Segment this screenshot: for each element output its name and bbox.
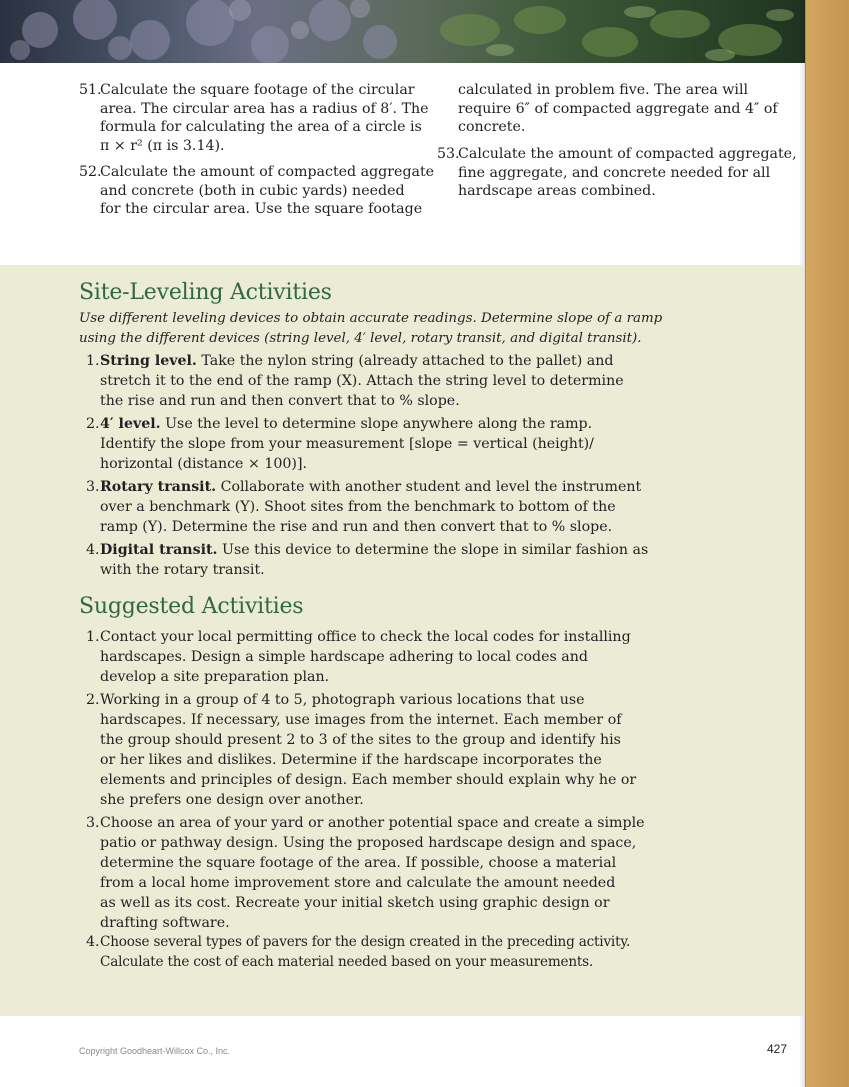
question-number: 51. (79, 82, 102, 98)
item-text: with the rotary transit. (100, 562, 265, 578)
item-text: Choose several types of pavers for the design created in the preceding activity. (100, 934, 631, 950)
item-text: develop a site preparation plan. (100, 669, 330, 685)
item-text: horizontal (distance × 100)]. (100, 456, 308, 472)
question-text: concrete. (458, 119, 526, 136)
item-text: hardscapes. If necessary, use images from the internet. Each member of (100, 712, 622, 728)
item-term: Digital transit. (100, 542, 218, 558)
item-number: 4. (86, 934, 100, 950)
question-text: and concrete (both in cubic yards) needed (100, 182, 405, 199)
question-text: area. The circular area has a radius of 8′. The (100, 100, 429, 117)
item-number: 1. (86, 629, 100, 645)
item-text: determine the square footage of the area. If possible, choose a material (100, 855, 617, 871)
item-text: Use this device to determine the slope in similar fashion as (217, 542, 649, 558)
question-text: calculated in problem five. The area will (458, 82, 749, 98)
item-text: elements and principles of design. Each member should explain why he or (100, 772, 637, 788)
item-text: stretch it to the end of the ramp (X). Attach the string level to determine (100, 373, 624, 389)
item-text: Use the level to determine slope anywhere along the ramp. (160, 416, 593, 432)
item-text: Calculate the cost of each material needed based on your measurements. (100, 954, 594, 970)
item-text: hardscapes. Design a simple hardscape adhering to local codes and (100, 649, 588, 665)
question-text: for the circular area. Use the square footage (100, 201, 423, 218)
item-text: ramp (Y). Determine the rise and run and then convert that to % slope. (100, 519, 613, 535)
suggested-activities-heading: Suggested Activities (79, 594, 304, 619)
copyright-notice: Copyright Goodheart-Willcox Co., Inc. (79, 1046, 231, 1056)
item-text: the rise and run and then convert that to % slope. (100, 393, 460, 409)
intro-text: using the different devices (string level, 4′ level, rotary transit, and digital transit). (79, 330, 642, 346)
item-text: she prefers one design over another. (100, 792, 364, 808)
page-number: 427 (767, 1042, 788, 1056)
item-text: Take the nylon string (already attached to the pallet) and (196, 353, 614, 369)
question-text: require 6″ of compacted aggregate and 4″ of (458, 100, 778, 117)
question-text: π × r² (π is 3.14). (100, 137, 225, 154)
item-number: 3. (86, 815, 100, 831)
item-text: from a local home improvement store and calculate the amount needed (100, 875, 616, 891)
item-number: 1. (86, 353, 100, 369)
item-term: 4′ level. (100, 416, 161, 432)
foliage-illustration (0, 0, 805, 63)
item-text: or her likes and dislikes. Determine if the hardscape incorporates the (100, 752, 602, 768)
question-text: Calculate the amount of compacted aggregate (100, 164, 435, 180)
intro-text: Use different leveling devices to obtain accurate readings. Determine slope of a ramp (79, 311, 663, 326)
item-text: Working in a group of 4 to 5, photograph various locations that use (100, 692, 585, 708)
item-number: 2. (86, 416, 100, 432)
question-text: fine aggregate, and concrete needed for all (458, 164, 771, 181)
item-text: Collaborate with another student and level the instrument (216, 479, 642, 495)
page-edge-tab (805, 0, 849, 1087)
question-text: hardscape areas combined. (458, 183, 656, 200)
item-term: String level. (100, 353, 197, 369)
item-text: drafting software. (100, 915, 230, 931)
item-text: as well as its cost. Recreate your initial sketch using graphic design or (100, 895, 610, 911)
question-text: Calculate the amount of compacted aggregate, (458, 146, 797, 162)
header-photo-banner (0, 0, 805, 63)
question-number: 53. (437, 146, 460, 162)
question-text: formula for calculating the area of a circle is (100, 119, 422, 136)
item-text: over a benchmark (Y). Shoot sites from the benchmark to bottom of the (100, 499, 616, 515)
item-number: 2. (86, 692, 100, 708)
item-text: Contact your local permitting office to check the local codes for installing (100, 629, 631, 645)
site-leveling-intro (79, 309, 663, 348)
site-leveling-heading: Site-Leveling Activities (79, 280, 332, 305)
item-number: 4. (86, 542, 100, 558)
item-text: patio or pathway design. Using the proposed hardscape design and space, (100, 835, 637, 851)
item-term: Rotary transit. (100, 479, 217, 495)
item-number: 3. (86, 479, 100, 495)
question-number: 52. (79, 164, 102, 180)
item-text: the group should present 2 to 3 of the sites to the group and identify his (100, 732, 621, 748)
item-text: Identify the slope from your measurement [slope = vertical (height)/ (100, 436, 594, 452)
item-text: Choose an area of your yard or another potential space and create a simple (100, 815, 645, 831)
question-text: Calculate the square footage of the circular (100, 82, 415, 98)
